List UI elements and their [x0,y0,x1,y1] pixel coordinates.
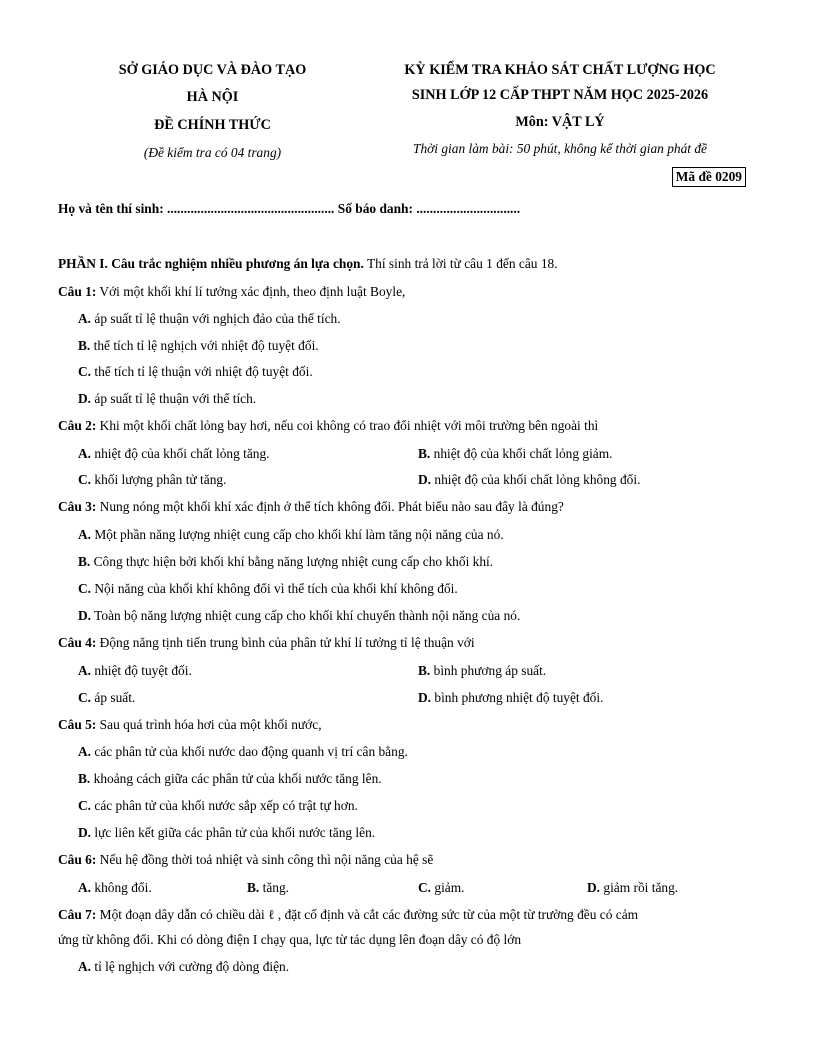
option-letter: C. [78,581,92,596]
pages-note: (Đề kiểm tra có 04 trang) [143,145,282,160]
option-letter: D. [418,690,432,705]
q3-option-b [78,554,493,570]
q1-option-d [78,391,256,407]
question-2 [58,418,598,434]
option-text: giảm rồi tăng. [600,880,679,895]
option-letter: C. [78,472,92,487]
option-letter: A. [78,527,92,542]
option-text: nhiệt độ tuyệt đối. [91,663,192,678]
option-letter: D. [78,825,92,840]
option-text: bình phương nhiệt độ tuyệt đối. [431,690,604,705]
question-7 [58,907,638,923]
option-text: Công thực hiện bởi khối khí bằng năng lượng nhiệt cung cấp cho khối khí. [90,554,494,569]
q5-option-d [78,825,375,841]
option-letter: B. [78,338,91,353]
part1-title: PHẦN I. Câu trắc nghiệm nhiều phương án lựa chọn. [58,256,364,271]
question-4 [58,635,475,651]
option-letter: D. [78,608,92,623]
q3-option-a [78,527,504,543]
option-text: áp suất tỉ lệ thuận với thể tích. [91,391,257,406]
option-letter: B. [418,446,431,461]
question-text: Động năng tịnh tiến trung bình của phân tử khí lí tưởng tỉ lệ thuận với [96,635,475,650]
name-dots: .................................................. [167,201,335,216]
option-text: áp suất. [91,690,136,705]
question-label: Câu 4: [58,635,97,650]
option-text: tỉ lệ nghịch với cường độ dòng điện. [91,959,290,974]
exam-title-line1: KỲ KIỂM TRA KHẢO SÁT CHẤT LƯỢNG HỌC [404,62,716,78]
q1-option-a [78,311,341,327]
q7-option-a [78,959,289,975]
name-label: Họ và tên thí sinh: [58,201,164,216]
option-letter: D. [78,391,92,406]
option-text: nhiệt độ của khối chất lỏng không đổi. [431,472,641,487]
question-label: Câu 5: [58,717,97,732]
option-text: Nội năng của khối khí không đổi vì thể tích của khối khí không đổi. [91,581,458,596]
exam-code: Mã đề 0209 [672,167,746,187]
q1-option-b [78,338,319,354]
question-1 [58,284,405,300]
option-letter: A. [78,663,92,678]
option-text: các phân tử của khối nước sắp xếp có trật tự hơn. [91,798,358,813]
option-text: khối lượng phân tử tăng. [91,472,227,487]
question-label: Câu 3: [58,499,97,514]
q2-option-c [78,472,226,488]
option-text: không đổi. [91,880,152,895]
option-letter: B. [78,771,91,786]
option-text: Toàn bộ năng lượng nhiệt cung cấp cho khối khí chuyển thành nội năng của nó. [91,608,521,623]
option-letter: C. [78,690,92,705]
question-label: Câu 6: [58,852,97,867]
question-text: Nung nóng một khối khí xác định ở thể tích không đổi. Phát biểu nào sau đây là đúng? [96,499,564,514]
option-text: tăng. [259,880,290,895]
question-6 [58,852,433,868]
q5-option-a [78,744,408,760]
option-letter: A. [78,880,92,895]
option-text: Một phần năng lượng nhiệt cung cấp cho khối khí làm tăng nội năng của nó. [91,527,504,542]
option-letter: A. [78,959,92,974]
option-text: các phân tử của khối nước dao động quanh vị trí cân bằng. [91,744,408,759]
option-letter: D. [587,880,601,895]
question-5 [58,717,322,733]
option-text: giảm. [431,880,465,895]
question-label: Câu 1: [58,284,97,299]
option-letter: C. [78,798,92,813]
option-letter: B. [418,663,431,678]
q1-option-c [78,364,313,380]
q6-option-b [247,880,289,896]
question-text: Với một khối khí lí tưởng xác định, theo định luật Boyle, [96,284,406,299]
q4-option-d [418,690,603,706]
time-note: Thời gian làm bài: 50 phút, không kể thời gian phát đề [413,141,707,156]
question-label: Câu 7: [58,907,97,922]
id-dots: ............................... [416,201,521,216]
option-letter: A. [78,446,92,461]
q6-option-d [587,880,678,896]
question-text: Sau quá trình hóa hơi của một khối nước, [96,717,322,732]
question-7-continued: ứng từ không đổi. Khi có dòng điện I chạy qua, lực từ tác dụng lên đoạn dây có độ lớn [58,932,522,947]
q6-option-c [418,880,465,896]
option-text: bình phương áp suất. [430,663,547,678]
q6-option-a [78,880,152,896]
option-text: nhiệt độ của khối chất lỏng giảm. [430,446,613,461]
q5-option-c [78,798,358,814]
question-text: Khi một khối chất lỏng bay hơi, nếu coi không có trao đổi nhiệt với môi trường bên ngoài thì [96,418,599,433]
option-letter: C. [78,364,92,379]
id-label: Số báo danh: [337,201,413,216]
official-label: ĐỀ CHÍNH THỨC [154,117,271,133]
option-text: lực liên kết giữa các phân tử của khối nước tăng lên. [91,825,376,840]
q5-option-b [78,771,382,787]
q4-option-a [78,663,192,679]
option-text: thể tích tỉ lệ nghịch với nhiệt độ tuyệt đối. [90,338,319,353]
q3-option-d [78,608,520,624]
question-text: Nếu hệ đồng thời toả nhiệt và sinh công thì nội năng của hệ sẽ [96,852,434,867]
option-letter: B. [78,554,91,569]
part1-instruction: Thí sinh trả lời từ câu 1 đến câu 18. [363,256,558,271]
part1-heading [58,256,558,272]
exam-title-line2: SINH LỚP 12 CẤP THPT NĂM HỌC 2025-2026 [411,87,709,103]
q4-option-b [418,663,546,679]
option-letter: B. [247,880,260,895]
option-text: nhiệt độ của khối chất lỏng tăng. [91,446,270,461]
candidate-line [58,201,520,217]
question-3 [58,499,564,515]
q2-option-d [418,472,640,488]
option-text: thể tích tỉ lệ thuận với nhiệt độ tuyệt đối. [91,364,313,379]
option-letter: A. [78,311,92,326]
option-letter: A. [78,744,92,759]
option-text: áp suất tỉ lệ thuận với nghịch đảo của thể tích. [91,311,341,326]
department-city: HÀ NỘI [186,89,239,105]
q2-option-b [418,446,613,462]
subject: Môn: VẬT LÝ [515,114,605,130]
option-letter: D. [418,472,432,487]
q3-option-c [78,581,458,597]
question-text: Một đoạn dây dẫn có chiều dài ℓ , đặt cố định và cắt các đường sức từ của một từ trường đều có cảm [96,907,639,922]
question-label: Câu 2: [58,418,97,433]
q2-option-a [78,446,270,462]
q4-option-c [78,690,135,706]
department-name: SỞ GIÁO DỤC VÀ ĐÀO TẠO [118,62,307,78]
option-text: khoảng cách giữa các phân tử của khối nước tăng lên. [90,771,382,786]
option-letter: C. [418,880,432,895]
